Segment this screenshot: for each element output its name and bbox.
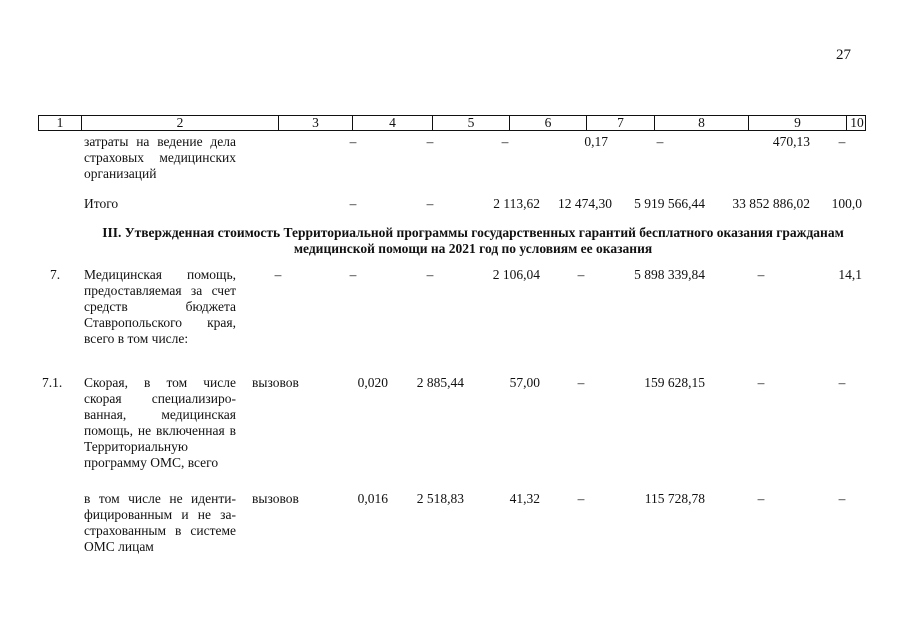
header-cell-10: 10 [846,116,867,130]
cell-col3: вызовов [252,491,299,506]
row-number: 7.1. [42,375,63,390]
cell-col8: 159 628,15 [644,375,705,390]
header-cell-7: 7 [586,116,654,130]
row-name: Медицинская помощь, предоставляемая за счет средств бюджета Ставропольского края, всего в том числе: [84,267,236,346]
header-cell-8: 8 [654,116,748,130]
cell-col3: – [274,267,282,282]
cell-col4: 0,016 [357,491,388,506]
cell-col7: – [577,375,585,390]
row-name: Скорая, в том числе скорая специализированная, медицинская помощь, не включенная в Территориальную программу ОМС, всего [84,375,236,470]
cell-col10: 100,0 [831,196,862,211]
cell-col9: 470,13 [772,134,810,149]
cell-col6: 2 113,62 [493,196,540,211]
cell-col4: 0,020 [357,375,388,390]
cell-col7: 12 474,30 [558,196,612,211]
header-cell-6: 6 [509,116,586,130]
cell-col6: 57,00 [509,375,540,390]
cell-col4: – [349,134,357,149]
cell-col9: 33 852 886,02 [732,196,810,211]
header-cell-5: 5 [432,116,509,130]
row-number: 7. [50,267,61,282]
header-cell-4: 4 [352,116,432,130]
header-cell-1: 1 [56,115,64,130]
cell-col10: – [838,491,846,506]
cell-col6: 41,32 [509,491,540,506]
cell-col9: – [757,267,765,282]
cell-col3: вызовов [252,375,299,390]
cell-col5: 2 518,83 [416,491,464,506]
cell-col10: – [838,375,846,390]
cell-col7: 0,17 [584,134,608,149]
cell-col10: 14,1 [838,267,862,282]
cell-col4: – [349,267,357,282]
row-name: Итого [84,196,119,211]
row-name: затраты на ведение дела страховых медицинских организаций [84,134,236,181]
cell-col4: – [349,196,357,211]
cell-col8: 5 898 339,84 [634,267,705,282]
cell-col8: – [656,134,664,149]
cell-col7: – [577,491,585,506]
header-cell-9: 9 [748,116,846,130]
cell-col8: 115 728,78 [644,491,705,506]
cell-col9: – [757,375,765,390]
header-cell-2: 2 [81,116,278,130]
cell-col6: – [501,134,509,149]
cell-col9: – [757,491,765,506]
cell-col6: 2 106,04 [492,267,540,282]
page-number: 27 [836,47,851,63]
table-header-row [38,115,866,131]
cell-col5: – [426,134,434,149]
cell-col5: – [426,196,434,211]
cell-col10: – [838,134,846,149]
cell-col7: – [577,267,585,282]
cell-col5: 2 885,44 [416,375,464,390]
cell-col8: 5 919 566,44 [634,196,705,211]
section-title: III. Утвержденная стоимость Территориальной программы государственных гарантий бесплатного оказания гражданам медицинской помощи на 2021 год по условиям ее оказания [102,225,844,256]
cell-col5: – [426,267,434,282]
header-cell-3: 3 [278,116,352,130]
row-name: в том числе не идентифицированным и не застрахованным в системе ОМС лицам [84,491,236,554]
